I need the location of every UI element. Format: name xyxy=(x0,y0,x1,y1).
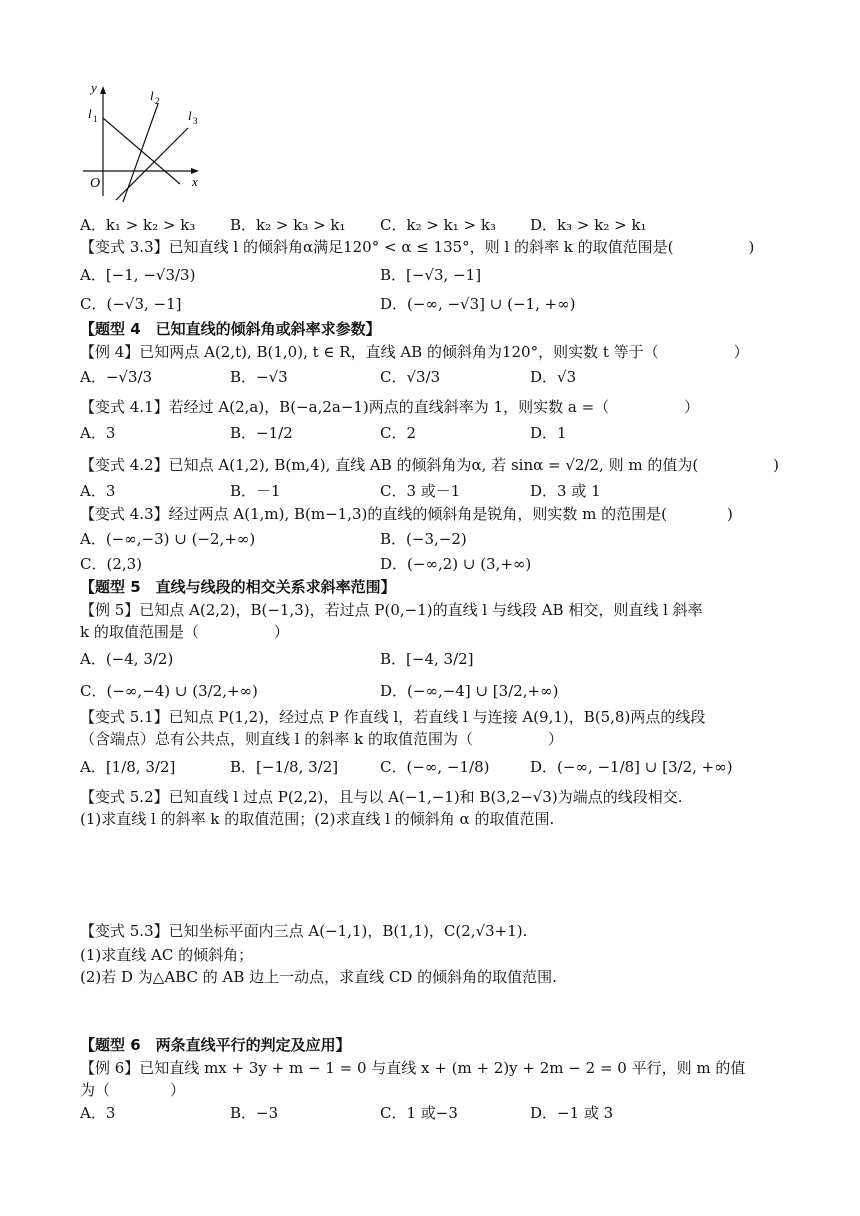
variant-4-2-stem: 【变式 4.2】已知点 A(1,2), B(m,4), 直线 AB 的倾斜角为α, 若 sinα = √2/2, 则 m 的值为( ) xyxy=(80,456,780,474)
lines-figure xyxy=(78,78,208,208)
variant-4-1-stem: 【变式 4.1】若经过 A(2,a)，B(−a,2a−1)两点的直线斜率为 1，则实数 a =（ ） xyxy=(80,398,700,416)
example-5-stem-2: k 的取值范围是（ ） xyxy=(80,623,289,641)
variant-3-3-option-b: B．[−√3, −1] xyxy=(380,266,482,284)
origin-label: O xyxy=(90,176,101,191)
variant-3-3-option-d: D．(−∞, −√3] ∪ (−1, +∞) xyxy=(380,295,576,313)
example-4-option-c: C．√3/3 xyxy=(380,368,441,386)
example-5-option-b: B．[−4, 3/2] xyxy=(380,650,474,668)
q33a-option-d: D．k₃ > k₂ > k₁ xyxy=(530,216,647,234)
l2-label: l xyxy=(150,88,154,103)
example-6-option-d: D．−1 或 3 xyxy=(530,1104,614,1122)
example-4-option-d: D．√3 xyxy=(530,368,577,386)
example-6-stem-1: 【例 6】已知直线 mx + 3y + m − 1 = 0 与直线 x + (m + 2)y + 2m − 2 = 0 平行，则 m 的值 xyxy=(80,1059,746,1077)
variant-4-3-option-d: D．(−∞,2) ∪ (3,+∞) xyxy=(380,555,532,573)
variant-5-3-stem-2: (1)求直线 AC 的倾斜角； xyxy=(80,946,254,964)
section-5-title: 【题型 5 直线与线段的相交关系求斜率范围】 xyxy=(80,578,396,596)
example-6-stem-2: 为（ ） xyxy=(80,1081,186,1099)
variant-5-2-stem-2: (1)求直线 l 的斜率 k 的取值范围；(2)求直线 l 的倾斜角 α 的取值范围. xyxy=(80,810,555,828)
variant-4-2-option-a: A．3 xyxy=(80,482,116,500)
l1-label: l xyxy=(88,106,92,121)
variant-5-1-option-a: A．[1/8, 3/2] xyxy=(80,758,176,776)
variant-4-3-option-b: B．(−3,−2) xyxy=(380,530,467,548)
example-4-stem: 【例 4】已知两点 A(2,t), B(1,0), t ∈ R，直线 AB 的倾斜角为120°，则实数 t 等于（ ） xyxy=(80,343,749,361)
variant-3-3-stem: 【变式 3.3】已知直线 l 的倾斜角α满足120° < α ≤ 135°，则 l 的斜率 k 的取值范围是( ) xyxy=(80,238,755,256)
variant-5-3-stem-1: 【变式 5.3】已知坐标平面内三点 A(−1,1)，B(1,1)，C(2,√3+1). xyxy=(80,922,528,940)
variant-4-2-option-b: B．－1 xyxy=(230,482,281,500)
example-5-option-c: C．(−∞,−4) ∪ (3/2,+∞) xyxy=(80,682,258,700)
q33a-option-b: B．k₂ > k₃ > k₁ xyxy=(230,216,346,234)
example-5-option-a: A．(−4, 3/2) xyxy=(80,650,174,668)
variant-4-3-option-a: A．(−∞,−3) ∪ (−2,+∞) xyxy=(80,530,256,548)
y-label: y xyxy=(91,80,97,95)
variant-4-1-option-c: C．2 xyxy=(380,424,417,442)
variant-3-3-option-a: A．[−1, −√3/3) xyxy=(80,266,196,284)
variant-5-3-stem-3: (2)若 D 为△ABC 的 AB 边上一动点，求直线 CD 的倾斜角的取值范围. xyxy=(80,968,557,986)
variant-4-1-option-a: A．3 xyxy=(80,424,116,442)
variant-4-3-option-c: C．(2,3) xyxy=(80,555,143,573)
variant-5-1-stem-1: 【变式 5.1】已知点 P(1,2)，经过点 P 作直线 l，若直线 l 与连接 A(9,1)，B(5,8)两点的线段 xyxy=(80,708,706,726)
variant-5-1-option-d: D．(−∞, −1/8] ∪ [3/2, +∞) xyxy=(530,758,733,776)
example-6-option-b: B．−3 xyxy=(230,1104,279,1122)
l1-subscript: 1 xyxy=(93,114,98,124)
example-5-option-d: D．(−∞,−4] ∪ [3/2,+∞) xyxy=(380,682,559,700)
section-4-title: 【题型 4 已知直线的倾斜角或斜率求参数】 xyxy=(80,320,381,338)
variant-4-1-option-d: D．1 xyxy=(530,424,567,442)
variant-4-2-option-c: C．3 或－1 xyxy=(380,482,461,500)
variant-3-3-option-c: C．(−√3, −1] xyxy=(80,295,182,313)
variant-4-3-stem: 【变式 4.3】经过两点 A(1,m), B(m−1,3)的直线的倾斜角是锐角，则实数 m 的范围是( ) xyxy=(80,505,733,523)
example-5-stem-1: 【例 5】已知点 A(2,2)，B(−1,3)，若过点 P(0,−1)的直线 l 与线段 AB 相交，则直线 l 斜率 xyxy=(80,601,703,619)
x-label: x xyxy=(192,174,198,189)
y-axis-arrow xyxy=(100,86,106,94)
section-6-title: 【题型 6 两条直线平行的判定及应用】 xyxy=(80,1036,351,1054)
q33a-option-a: A．k₁ > k₂ > k₃ xyxy=(80,216,196,234)
variant-4-1-option-b: B．−1/2 xyxy=(230,424,293,442)
q33a-option-c: C．k₂ > k₁ > k₃ xyxy=(380,216,496,234)
l3-subscript: 3 xyxy=(193,116,198,126)
variant-5-2-stem-1: 【变式 5.2】已知直线 l 过点 P(2,2)，且与以 A(−1,−1)和 B(3,2−√3)为端点的线段相交. xyxy=(80,788,683,806)
variant-5-1-option-c: C．(−∞, −1/8) xyxy=(380,758,490,776)
example-4-option-b: B．−√3 xyxy=(230,368,288,386)
example-6-option-a: A．3 xyxy=(80,1104,116,1122)
l2-subscript: 2 xyxy=(155,96,160,106)
l3-label: l xyxy=(188,108,192,123)
variant-5-1-option-b: B．[−1/8, 3/2] xyxy=(230,758,339,776)
variant-4-2-option-d: D．3 或 1 xyxy=(530,482,601,500)
example-4-option-a: A．−√3/3 xyxy=(80,368,153,386)
example-6-option-c: C．1 或−3 xyxy=(380,1104,458,1122)
variant-5-1-stem-2: （含端点）总有公共点，则直线 l 的斜率 k 的取值范围为（ ） xyxy=(80,730,563,748)
